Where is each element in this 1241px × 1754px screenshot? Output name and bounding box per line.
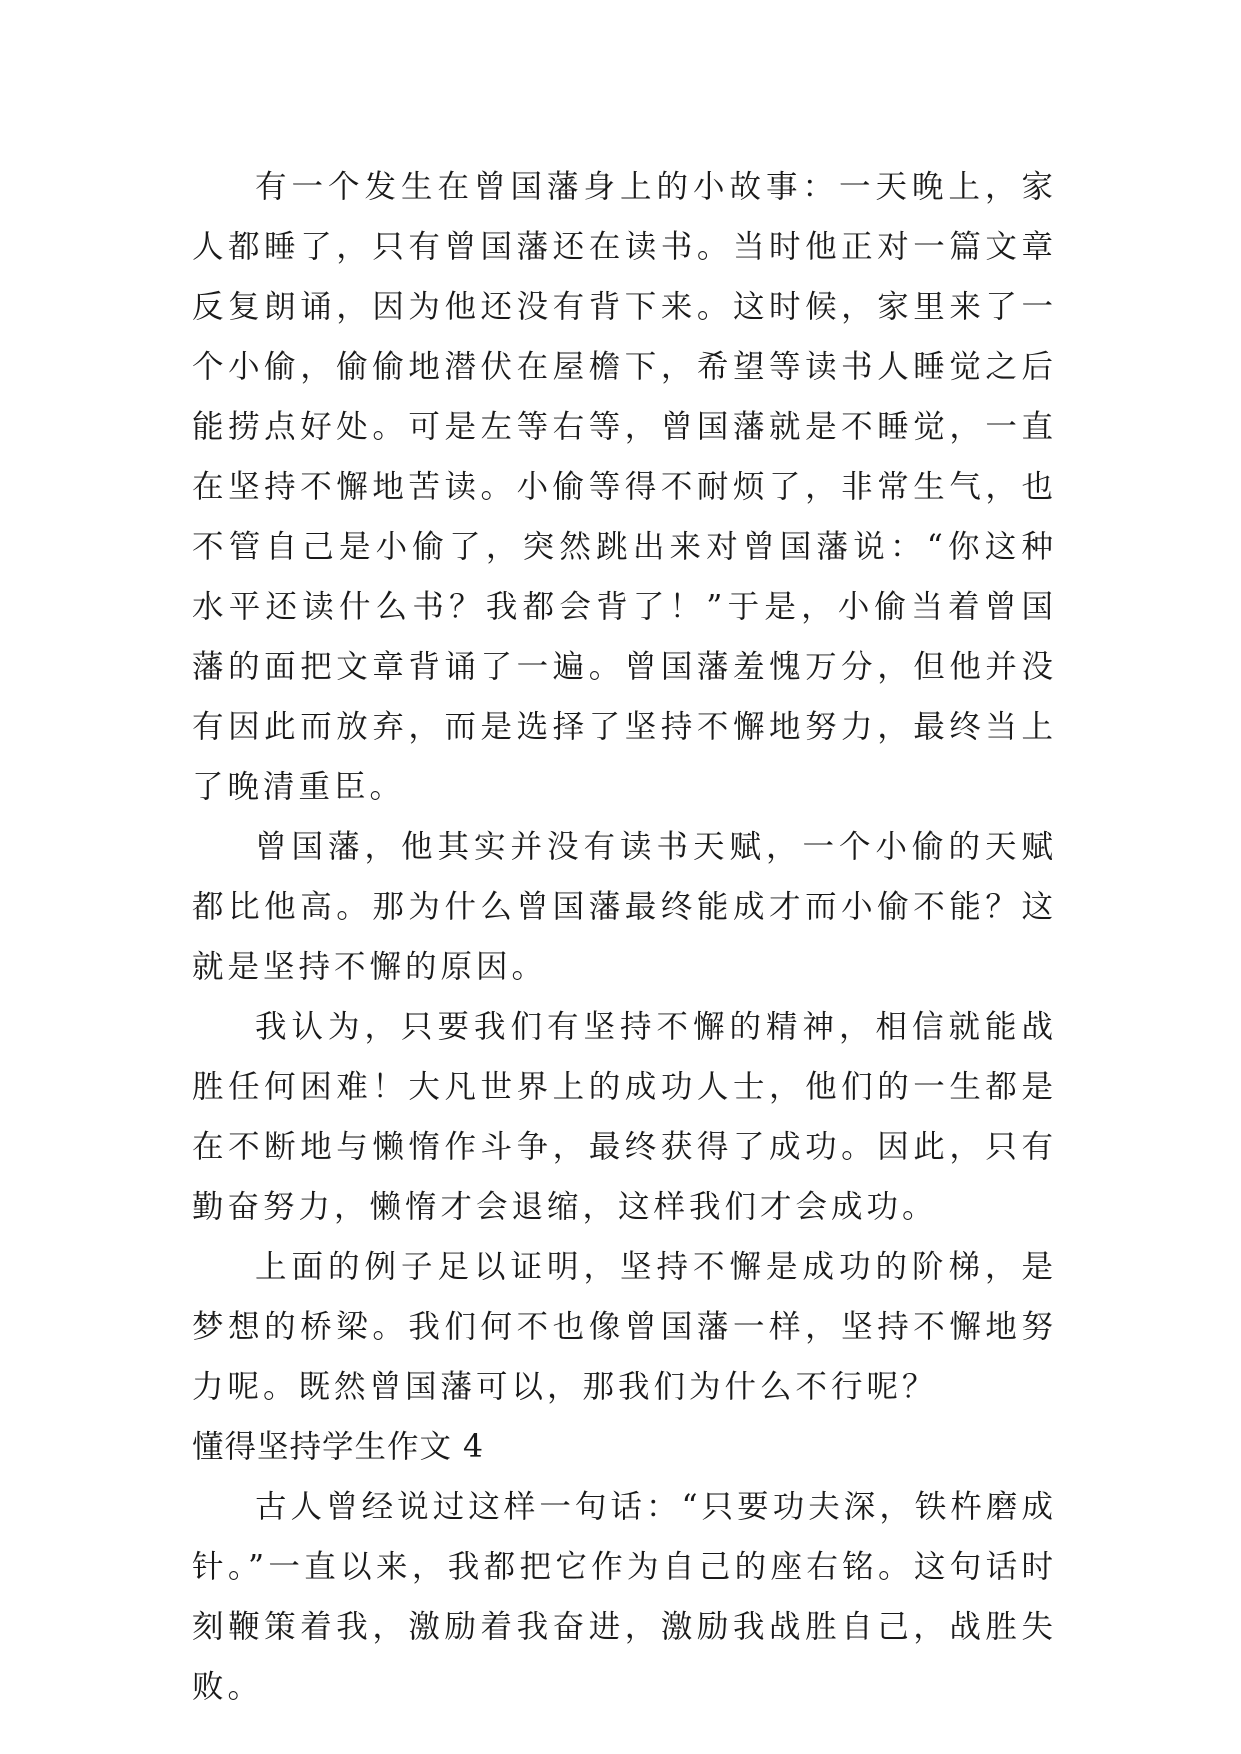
paragraph-reflection: 曾国藩，他其实并没有读书天赋，一个小偷的天赋都比他高。那为什么曾国藩最终能成才而小偷不能？这就是坚持不懈的原因。 [192, 829, 1057, 985]
section-heading: 懂得坚持学生作文 4 [192, 1429, 485, 1465]
paragraph-opinion: 我认为，只要我们有坚持不懈的精神，相信就能战胜任何困难！大凡世界上的成功人士，他们的一生都是在不断地与懒惰作斗争，最终获得了成功。因此，只有勤奋努力，懒惰才会退缩，这样我们才会成功。 [192, 1009, 1057, 1225]
document-body [192, 157, 1057, 1717]
paragraph-conclusion: 上面的例子足以证明，坚持不懈是成功的阶梯，是梦想的桥梁。我们何不也像曾国藩一样，坚持不懈地努力呢。既然曾国藩可以，那我们为什么不行呢？ [192, 1249, 1057, 1405]
paragraph-essay-4-intro: 古人曾经说过这样一句话：“只要功夫深，铁杵磨成针。”一直以来，我都把它作为自己的座右铭。这句话时刻鞭策着我，激励着我奋进，激励我战胜自己，战胜失败。 [192, 1489, 1057, 1705]
paragraph-story: 有一个发生在曾国藩身上的小故事：一天晚上，家人都睡了，只有曾国藩还在读书。当时他正对一篇文章反复朗诵，因为他还没有背下来。这时候，家里来了一个小偷，偷偷地潜伏在屋檐下，希望等读书人睡觉之后能捞点好处。可是左等右等，曾国藩就是不睡觉，一直在坚持不懈地苦读。小偷等得不耐烦了，非常生气，也不管自己是小偷了，突然跳出来对曾国藩说：“你这种水平还读什么书？我都会背了！”于是，小偷当着曾国藩的面把文章背诵了一遍。曾国藩羞愧万分，但他并没有因此而放弃，而是选择了坚持不懈地努力，最终当上了晚清重臣。 [192, 169, 1057, 805]
